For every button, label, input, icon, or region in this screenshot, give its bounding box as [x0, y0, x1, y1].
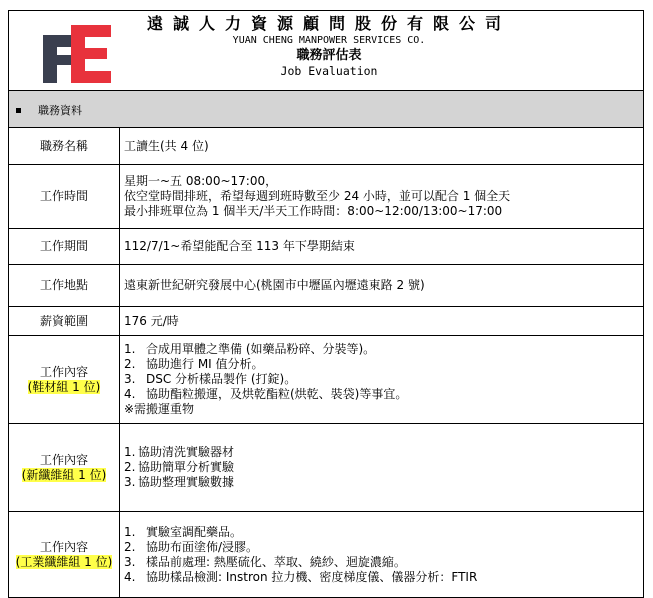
row-duty-fiber [9, 424, 644, 512]
duty-label: 工作內容 [39, 364, 88, 379]
field-label [9, 424, 120, 512]
list-item: 4. 協助樣品檢測: Instron 拉力機、密度梯度儀、儀器分析：FTIR [124, 569, 478, 584]
duty-note: ※需搬運重物 [124, 402, 195, 416]
job-info-table [8, 127, 644, 598]
field-value: 112/7/1~希望能配合至 113 年下學期結束 [120, 229, 644, 265]
field-value [120, 336, 644, 424]
row-duty-shoe [9, 336, 644, 424]
hours-line: 最小排班單位為 1 個半天/半天工作時間：8:00~12:00/13:00~17:00 [124, 204, 503, 218]
field-label: 薪資範圍 [9, 307, 120, 336]
company-name-cn: 遠誠人力資源顧問股份有限公司 [146, 14, 511, 33]
group-highlight: (鞋材組 1 位) [27, 379, 101, 394]
field-value: 遠東新世紀研究發展中心(桃園市中壢區內壢遠東路 2 號) [120, 265, 644, 307]
list-item: 1. 協助清洗實驗器材 [124, 445, 235, 459]
hours-line: 星期一~五 08:00~17:00， [124, 174, 278, 188]
list-item: 2. 協助簡單分析實驗 [124, 460, 235, 474]
list-item: 2. 協助布面塗佈/浸膠。 [124, 539, 259, 554]
row-location [9, 265, 644, 307]
list-item: 2. 協助進行 MI 值分析。 [124, 357, 264, 371]
field-value [120, 165, 644, 229]
field-label: 工作期間 [9, 229, 120, 265]
doc-title-cn: 職務評估表 [296, 48, 362, 63]
group-highlight: (新纖維組 1 位) [21, 467, 107, 482]
field-value [120, 424, 644, 512]
duty-list [124, 525, 643, 585]
hours-line: 依空堂時間排班，希望每週到班時數至少 24 小時，並可以配合 1 個全天 [124, 189, 511, 203]
row-duty-industrial [9, 512, 644, 598]
duty-list [124, 445, 643, 490]
duty-list [124, 342, 643, 402]
section-header [8, 90, 644, 128]
job-evaluation-sheet [8, 10, 644, 584]
list-item: 1. 實驗室調配藥品。 [124, 524, 243, 539]
doc-title-en: Job Evaluation [280, 64, 378, 78]
square-bullet-icon [16, 108, 21, 113]
row-hours [9, 165, 644, 229]
group-highlight: (工業纖維組 1 位) [15, 554, 113, 569]
company-name-en: YUAN CHENG MANPOWER SERVICES CO. [232, 35, 426, 46]
list-item: 3. DSC 分析樣品製作 (打錠)。 [124, 372, 297, 386]
list-item: 1. 合成用單體之準備 (如藥品粉碎、分裝等)。 [124, 342, 376, 356]
field-label: 工作時間 [9, 165, 120, 229]
row-period [9, 229, 644, 265]
duty-label: 工作內容 [39, 452, 88, 467]
field-value [120, 512, 644, 598]
row-salary [9, 307, 644, 336]
list-item: 3. 協助整理實驗數據 [124, 475, 235, 489]
row-title [9, 128, 644, 165]
field-label: 職務名稱 [9, 128, 120, 165]
field-value: 176 元/時 [120, 307, 644, 336]
fe-logo [43, 25, 113, 83]
section-label: 職務資料 [38, 104, 82, 117]
duty-label: 工作內容 [39, 539, 88, 554]
document-header [8, 10, 644, 91]
list-item: 3. 樣品前處理: 熱壓硫化、萃取、繞紗、迴旋濃縮。 [124, 554, 406, 569]
field-label [9, 336, 120, 424]
field-label: 工作地點 [9, 265, 120, 307]
field-value: 工讀生(共 4 位) [120, 128, 644, 165]
list-item: 4. 協助酯粒搬運，及烘乾酯粒(烘乾、裝袋)等事宜。 [124, 387, 408, 401]
field-label [9, 512, 120, 598]
